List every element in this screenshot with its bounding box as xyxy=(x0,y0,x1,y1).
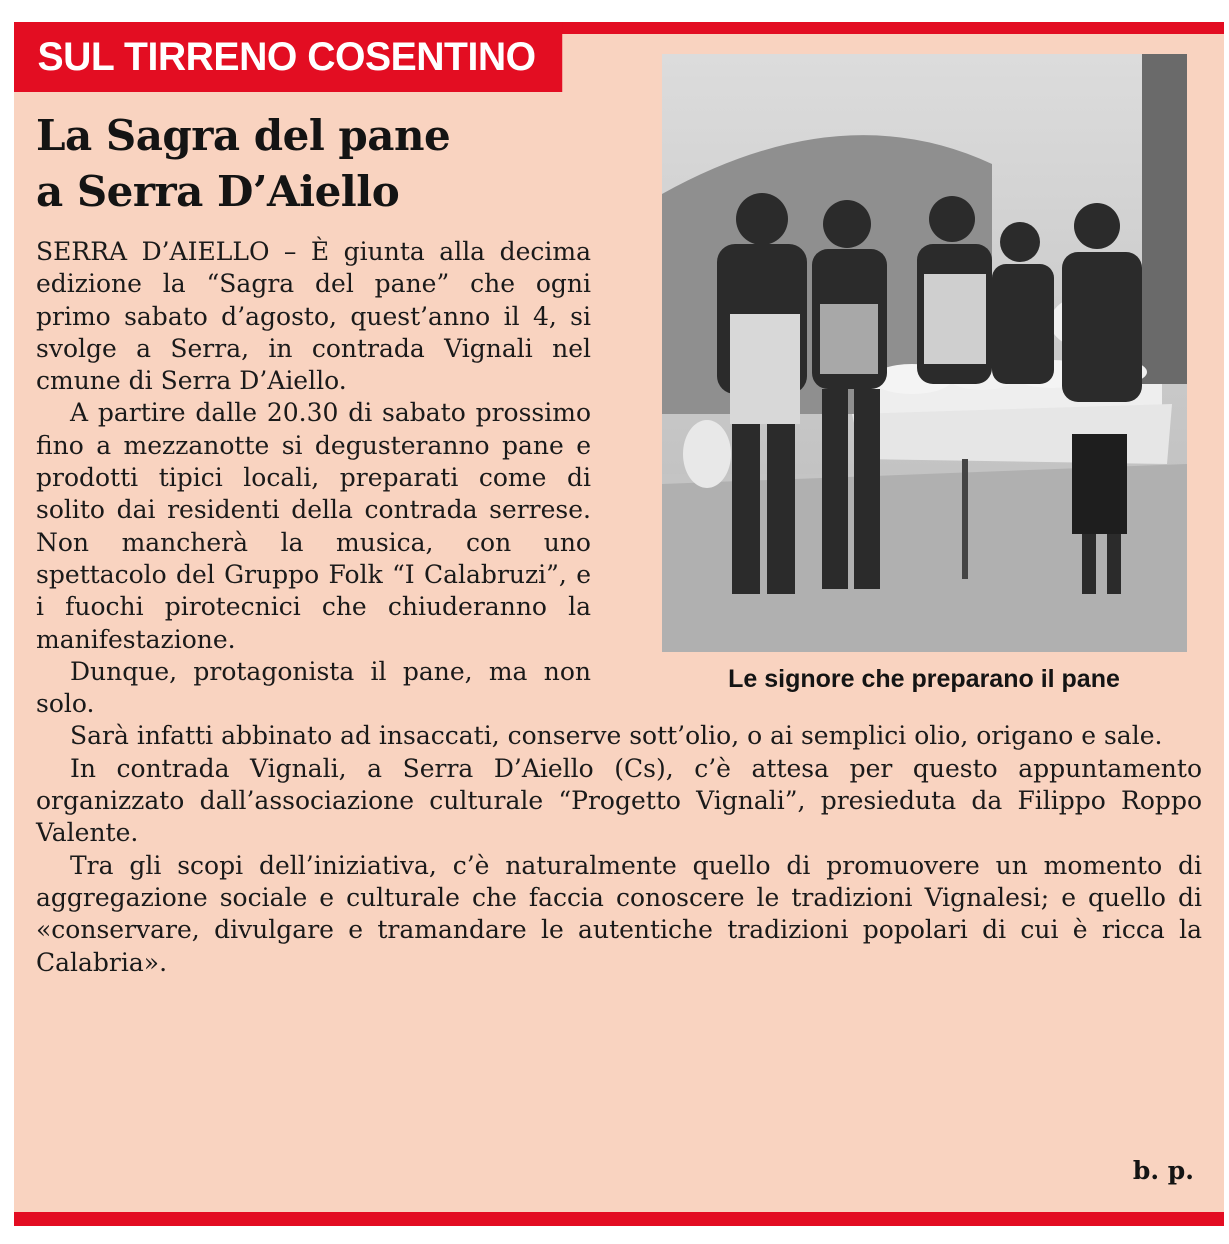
byline: b. p. xyxy=(1132,1156,1194,1185)
paragraph-2: A partire dalle 20.30 di sabato prossimo fino a mezzanotte si degusteranno pane e prodotti tipici locali, preparati come di solito dai residenti della contrada serrese. Non mancherà la musica, con uno spettacolo del Gruppo Folk “I Calabruzi”, e i fuochi pirotecnici che chiuderanno la manifestazione. xyxy=(36,398,591,654)
paragraph-5: In contrada Vignali, a Serra D’Aiello (Cs), c’è attesa per questo appuntamento organizzato dall’associazione culturale “Progetto Vignali”, presieduta da Filippo Roppo Valente. xyxy=(36,753,1202,848)
paragraph-6: Tra gli scopi dell’iniziativa, c’è naturalmente quello di promuovere un momento di aggregazione sociale e culturale che faccia conoscere le tradizioni Vignalesi; e quello di «conservare, divulgare e tramandare le autentiche tradizioni popolari di cui è ricca la Calabria». xyxy=(36,850,1202,977)
paragraph-3: Dunque, protagonista il pane, ma non solo. xyxy=(36,656,591,719)
section-label: SUL TIRRENO COSENTINO xyxy=(14,22,562,92)
headline-line-2: a Serra D’Aiello xyxy=(36,167,400,216)
article xyxy=(14,22,1224,1226)
article-body xyxy=(36,236,1202,979)
photo-caption: Le signore che preparano il pane xyxy=(728,665,1120,693)
headline-line-1: La Sagra del pane xyxy=(36,111,451,160)
paragraph-1: SERRA D’AIELLO – È giunta alla decima edizione la “Sagra del pane” che ogni primo sabato d’agosto, quest’anno il 4, si svolge a Serra, in contrada Vignali nel cmune di Serra D’Aiello. xyxy=(36,237,591,396)
headline xyxy=(36,108,656,220)
paragraph-4: Sarà infatti abbinato ad insaccati, conserve sott’olio, o ai semplici olio, origano e sale. xyxy=(70,721,1163,751)
